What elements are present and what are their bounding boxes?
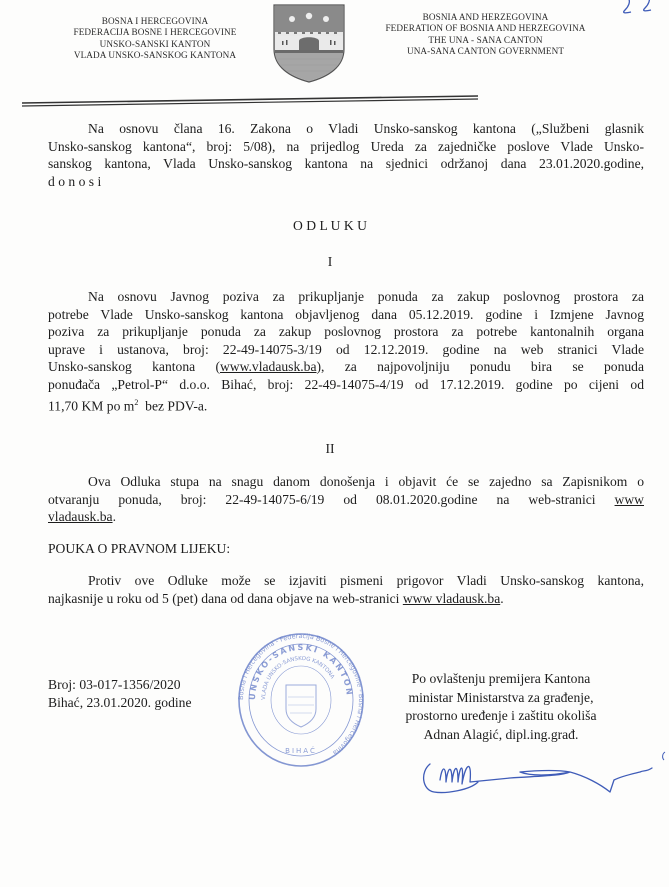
text: najkasnije u roku od 5 (pet) dana od dana objave na web-stranici (48, 590, 403, 606)
text: Unsko-sanskog kantona ( (48, 359, 220, 375)
handwritten-number-mark (615, 0, 669, 18)
website-link[interactable]: www.vladausk.ba (219, 359, 317, 375)
legal-remedy-heading: POUKA O PRAVNOM LIJEKU: (48, 541, 231, 556)
signatory-line: Po ovlaštenju premijera Kantona (411, 671, 591, 686)
section-2-line: Ova Odluka stupa na snagu danom donošenja i objavit će se zajedno sa Zapisnikom o (88, 474, 644, 489)
legal-remedy-line: Protiv ove Odluke može se izjaviti pismeni prigovor Vladi Unsko-sanskog kantona, (88, 573, 644, 588)
text: bez PDV-a. (138, 398, 208, 414)
letterhead-left-line: FEDERACIJA BOSNE I HERCEGOVINE (73, 27, 237, 38)
section-numeral-1: I (327, 254, 333, 269)
website-link[interactable]: www (614, 491, 644, 507)
official-stamp (236, 625, 366, 775)
document-title: O D L U K U (293, 218, 367, 233)
text: . (112, 509, 116, 525)
letterhead-divider (22, 92, 478, 108)
letterhead-right-line: UNA-SANA CANTON GOVERNMENT (406, 45, 565, 56)
letterhead-right (378, 12, 593, 57)
section-1-line: potrebe Vlade Unsko-sanskog kantona objavljenog dana 05.12.2019. godine i Izmjene Javnog (48, 306, 644, 322)
reference-block (48, 676, 248, 711)
website-link[interactable]: www vladausk.ba (402, 590, 501, 606)
signatory-block (360, 670, 642, 744)
stamp-middle-path: UNSKO-SANSKI KANTON (247, 642, 355, 701)
preamble (48, 120, 644, 190)
section-1-line: Na osnovu Javnog poziva za prikupljanje ponuda za zakup poslovnog prostora za (88, 289, 644, 304)
section-2-line (48, 491, 644, 509)
section-1-line (48, 358, 644, 376)
preamble-line: Unsko-sanskog kantona“, broj: 5/08), na prijedlog Ureda za zajedničke poslove Vlade Unsko- (48, 138, 644, 154)
letterhead-right-line: BOSNIA AND HERZEGOVINA (422, 12, 549, 22)
reference-number: Broj: 03-017-1356/2020 (48, 677, 181, 692)
section-1-line: uprave i ustanova, broj: 22-49-14075-3/19 od 12.12.2019. godine na web stranici Vlade (48, 341, 644, 357)
letterhead-right-line: THE UNA - SANA CANTON (428, 34, 543, 45)
signatory-line: ministar Ministarstva za građenje, (408, 689, 594, 705)
website-link[interactable]: vladausk.ba (48, 509, 113, 525)
text: otvaranju ponuda, broj: 22-49-14075-6/19 od 08.01.2020.godine na web-stranici (48, 491, 615, 507)
preamble-line: d o n o s i (48, 173, 102, 189)
section-2-body (48, 473, 644, 526)
legal-remedy-line (48, 590, 644, 608)
stamp-outer-path: Bosna i Hercegovina - Federacija Bosne i Hercegovine - Bosna i Hercegovina (236, 631, 366, 757)
superscript: 2 (134, 397, 139, 407)
preamble-line: Na osnovu člana 16. Zakona o Vladi Unsko-sanskog kantona („Službeni glasnik (88, 121, 644, 136)
letterhead-right-line: FEDERATION OF BOSNIA AND HERZEGOVINA (385, 23, 586, 34)
stamp-inner-path: VLADA UNSKO-SANSKOG KANTONA (260, 655, 336, 701)
legal-remedy-body (48, 572, 644, 607)
signatory-line: prostorno uređenje i zaštitu okoliša (405, 708, 597, 723)
text: . (500, 590, 504, 606)
section-1-line (48, 394, 644, 415)
letterhead-left-line: UNSKO-SANSKI KANTON (99, 38, 211, 49)
handwritten-signature (400, 742, 669, 802)
signatory-name: Adnan Alagić, dipl.ing.građ. (423, 726, 579, 742)
letterhead-left-line: BOSNA I HERCEGOVINA (101, 16, 209, 26)
reference-place-date: Bihać, 23.01.2020. godine (48, 694, 192, 710)
section-2-line (48, 508, 644, 526)
section-1-line: poziva za prikupljanje ponuda za zakup poslovnog prostora za potrebe kantonalnih organa (48, 324, 644, 340)
section-numeral-2: II (325, 441, 335, 456)
section-1-body (48, 288, 644, 415)
letterhead-left (55, 16, 255, 61)
stamp-crest-icon (286, 685, 316, 727)
letterhead-left-line: VLADA UNSKO-SANSKOG KANTONA (73, 49, 237, 60)
section-1-line: ponuđača „Petrol-P“ d.o.o. Bihać, broj: 22-49-14075-4/19 od 17.12.2019. godine po cijeni od (48, 376, 644, 392)
text: 11,70 KM po m (48, 398, 135, 414)
stamp-city: BIHAĆ (285, 747, 317, 755)
text: ), za najpovoljniju ponudu bira se ponuda (316, 359, 644, 375)
canton-coat-of-arms-icon (272, 3, 346, 83)
preamble-line: sanskog kantona, Vlada Unsko-sanskog kantona na sjednici održanoj dana 23.01.2020.godine, (48, 156, 644, 172)
